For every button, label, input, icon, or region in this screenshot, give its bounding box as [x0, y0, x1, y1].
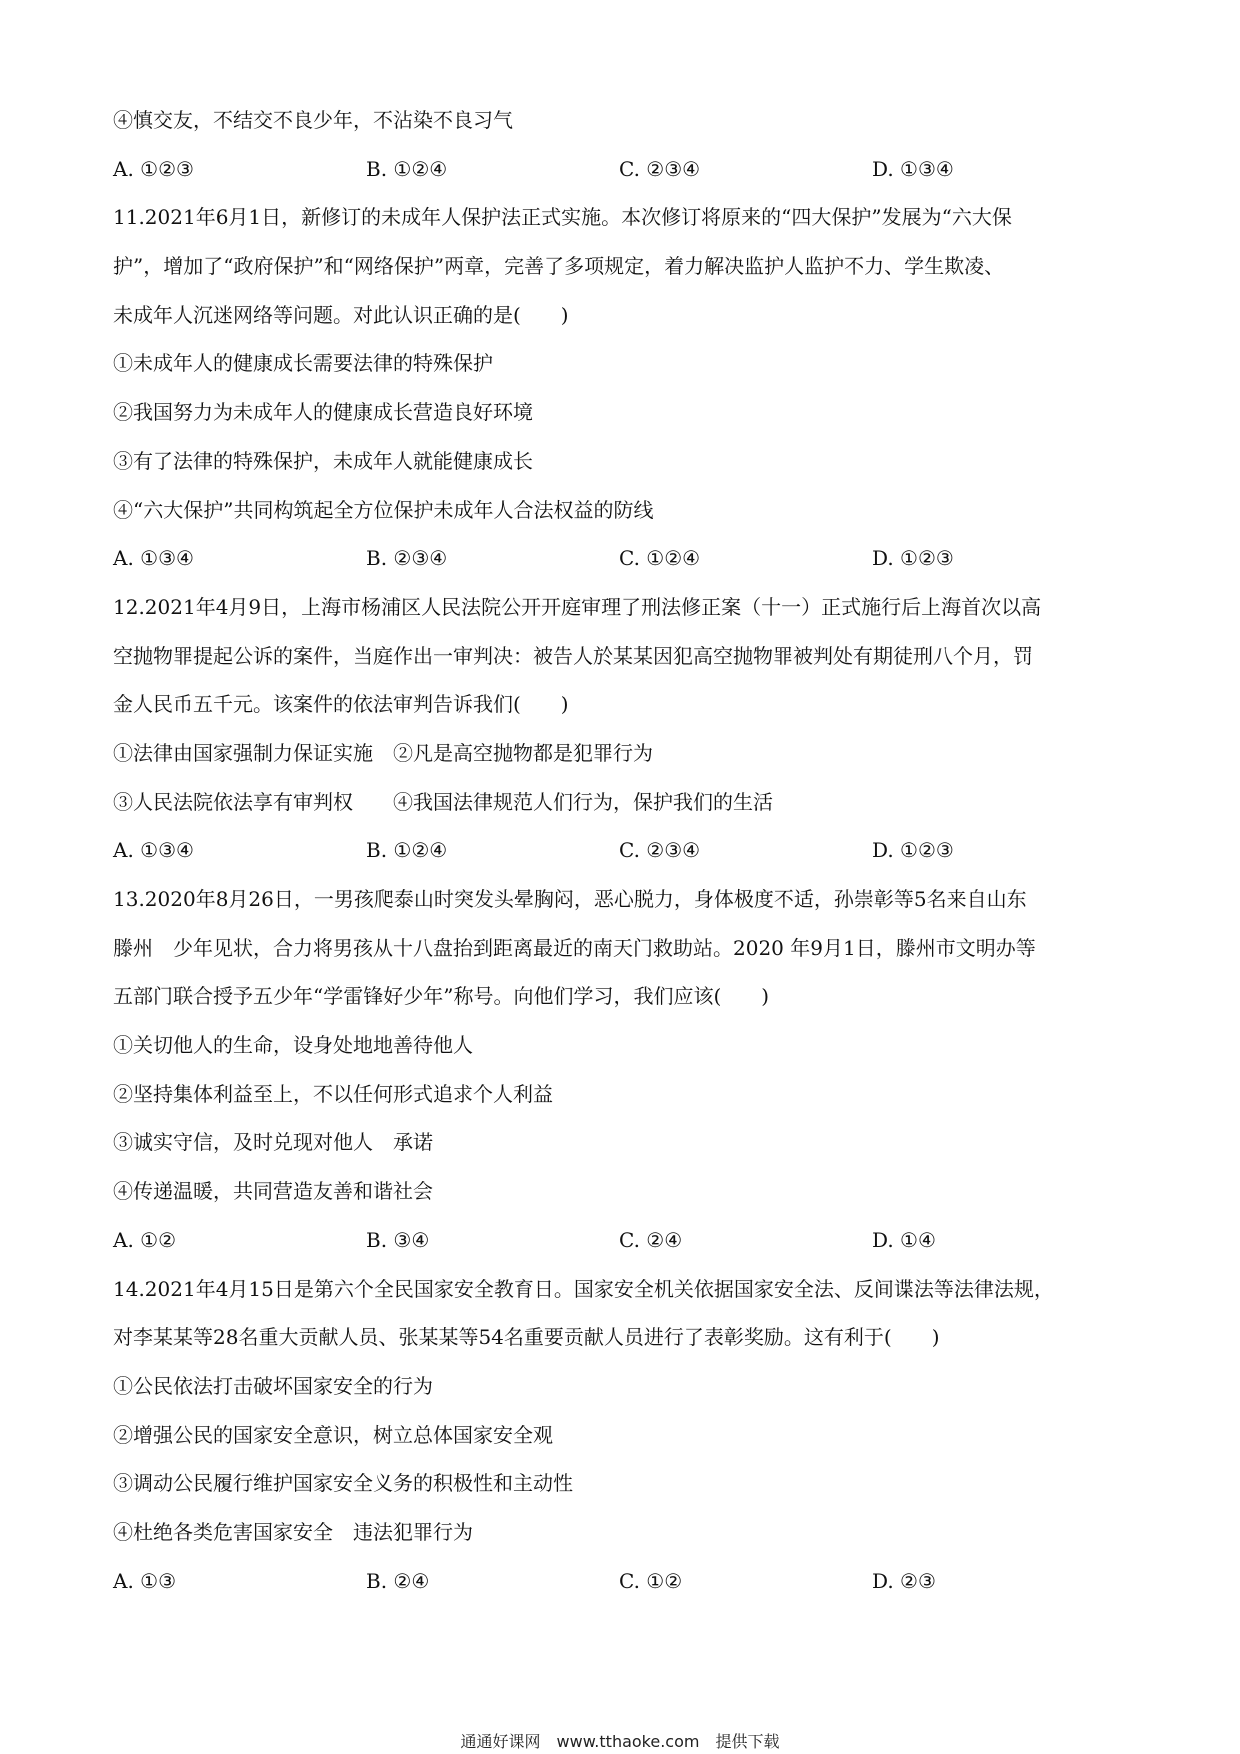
option-statement: ①法律由国家强制力保证实施 ②凡是高空抛物都是犯罪行为	[113, 740, 653, 765]
option-b: B. ③④	[366, 1227, 430, 1252]
question-line: 13.2020年8月26日，一男孩爬泰山时突发头晕胸闷，恶心脱力，身体极度不适，孙崇彰等5名来自山东	[113, 887, 1027, 911]
option-statement: ④传递温暖，共同营造友善和谐社会	[113, 1179, 433, 1204]
option-d: D. ②③	[872, 1568, 936, 1593]
option-statement: ③调动公民履行维护国家安全义务的积极性和主动性	[113, 1471, 573, 1496]
option-statement: ①公民依法打击破坏国家安全的行为	[113, 1373, 433, 1398]
option-statement: ④“六大保护”共同构筑起全方位保护未成年人合法权益的防线	[113, 497, 654, 522]
option-b: B. ①②④	[366, 156, 448, 181]
question-14-stem	[113, 1265, 1143, 1362]
option-a: A. ①②	[113, 1227, 177, 1252]
option-statement: ③人民法院依法享有审判权 ④我国法律规范人们行为，保护我们的生活	[113, 789, 773, 814]
option-statement: ①关切他人的生命，设身处地地善待他人	[113, 1033, 473, 1058]
question-line: 未成年人沉迷网络等问题。对此认识正确的是( )	[113, 302, 569, 327]
option-statement: ②增强公民的国家安全意识，树立总体国家安全观	[113, 1422, 553, 1447]
option-c: C. ②③④	[619, 156, 701, 181]
option-statement: ②坚持集体利益至上，不以任何形式追求个人利益	[113, 1081, 553, 1106]
option-statement: ①未成年人的健康成长需要法律的特殊保护	[113, 351, 493, 376]
question-line: 护”，增加了“政府保护”和“网络保护”两章，完善了多项规定，着力解决监护人监护不力、学生欺凌、	[113, 254, 1005, 279]
answer-options	[113, 145, 1143, 194]
question-line: 金人民币五千元。该案件的依法审判告诉我们( )	[113, 692, 569, 717]
option-b: B. ②④	[366, 1568, 430, 1593]
option-statement: ④杜绝各类危害国家安全 违法犯罪行为	[113, 1519, 473, 1544]
option-statement: ④慎交友，不结交不良少年，不沾染不良习气	[113, 108, 513, 132]
question-line: 五部门联合授予五少年“学雷锋好少年”称号。向他们学习，我们应该( )	[113, 984, 770, 1009]
option-b: B. ①②④	[366, 838, 448, 863]
question-line: 对李某某等28名重大贡献人员、张某某等54名重要贡献人员进行了表彰奖励。这有利于( )	[113, 1325, 940, 1350]
question-line: 空抛物罪提起公诉的案件，当庭作出一审判决：被告人於某某因犯高空抛物罪被判处有期徒刑八个月，罚	[113, 643, 1033, 668]
question-line: 滕州 少年见状，合力将男孩从十八盘抬到距离最近的南天门救助站。2020 年9月1日，滕州市文明办等	[113, 935, 1036, 960]
question-line: 14.2021年4月15日是第六个全民国家安全教育日。国家安全机关依据国家安全法、反间谍法等法律法规，	[113, 1276, 1054, 1301]
option-b: B. ②③④	[366, 546, 448, 571]
option-d: D. ①②③	[872, 546, 954, 571]
option-statement: ③诚实守信，及时兑现对他人 承诺	[113, 1130, 433, 1155]
answer-options	[113, 534, 1143, 583]
option-c: C. ②④	[619, 1227, 683, 1252]
answer-options	[113, 1216, 1143, 1265]
answer-options	[113, 1557, 1143, 1606]
option-a: A. ①③	[113, 1568, 177, 1593]
option-d: D. ①③④	[872, 156, 954, 181]
question-line: 12.2021年4月9日，上海市杨浦区人民法院公开开庭审理了刑法修正案（十一）正式施行后上海首次以高	[113, 594, 1042, 619]
option-a: A. ①③④	[113, 838, 194, 863]
option-statement: ②我国努力为未成年人的健康成长营造良好环境	[113, 400, 533, 425]
question-line: 11.2021年6月1日，新修订的未成年人保护法正式实施。本次修订将原来的“四大保护”发展为“六大保	[113, 205, 1012, 230]
option-a: A. ①③④	[113, 546, 194, 571]
answer-options	[113, 826, 1143, 875]
question-12-stem	[113, 583, 1143, 729]
option-d: D. ①②③	[872, 838, 954, 863]
option-d: D. ①④	[872, 1227, 936, 1252]
option-a: A. ①②③	[113, 156, 194, 181]
option-c: C. ②③④	[619, 838, 701, 863]
page-content	[113, 96, 1143, 1605]
option-c: C. ①②	[619, 1568, 683, 1593]
option-statement: ③有了法律的特殊保护，未成年人就能健康成长	[113, 448, 533, 473]
page-footer: 通通好课网 www.tthaoke.com 提供下载	[460, 1732, 780, 1751]
question-13-stem	[113, 875, 1143, 1021]
question-11-stem	[113, 193, 1143, 339]
option-c: C. ①②④	[619, 546, 701, 571]
